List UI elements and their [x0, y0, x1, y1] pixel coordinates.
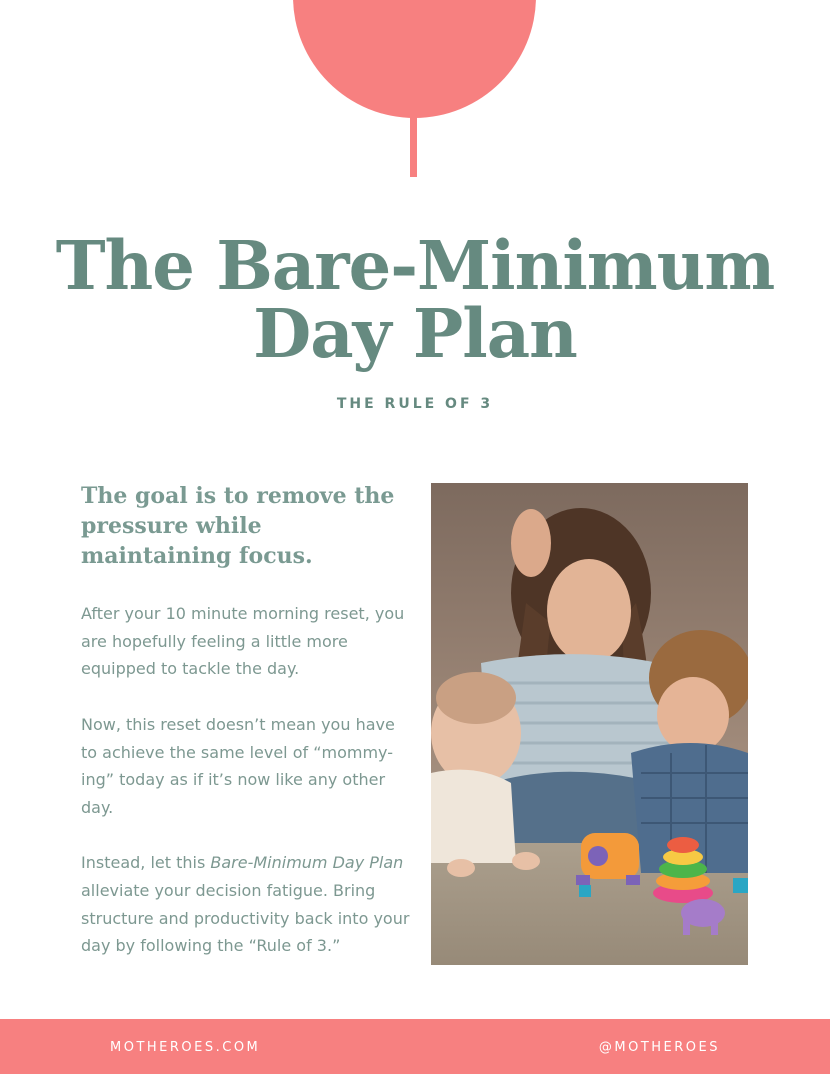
family-photo	[431, 483, 748, 965]
title-line-1: The Bare-Minimum	[55, 226, 775, 305]
title-line-2: Day Plan	[253, 294, 577, 373]
paragraph-3-end: alleviate your decision fatigue. Bring structure and productivity back into your day by following the “Rule of 3.”	[81, 881, 410, 956]
balloon-string	[410, 117, 417, 177]
plan-name-emphasis: Bare-Minimum Day Plan	[210, 853, 404, 873]
paragraph-3-start: Instead, let this	[81, 853, 211, 873]
footer-handle: @MOTHEROES	[598, 1040, 720, 1055]
footer-website: MOTHEROES.COM	[110, 1040, 261, 1055]
paragraph-2: Now, this reset doesn’t mean you have to achieve the same level of “mommy-ing” today as if it’s now like any other day.	[81, 714, 395, 817]
footer-bar	[0, 1019, 830, 1074]
page-subtitle: THE RULE OF 3	[336, 396, 494, 412]
lead-heading: The goal is to remove the pressure while maintaining focus.	[81, 483, 395, 569]
page-title	[0, 226, 830, 373]
family-photo-illustration	[431, 483, 748, 965]
body-text	[81, 600, 411, 988]
balloon-graphic	[293, 0, 536, 118]
paragraph-1: After your 10 minute morning reset, you are hopefully feeling a little more equipped to tackle the day.	[81, 604, 405, 679]
paragraph-3	[81, 849, 411, 960]
